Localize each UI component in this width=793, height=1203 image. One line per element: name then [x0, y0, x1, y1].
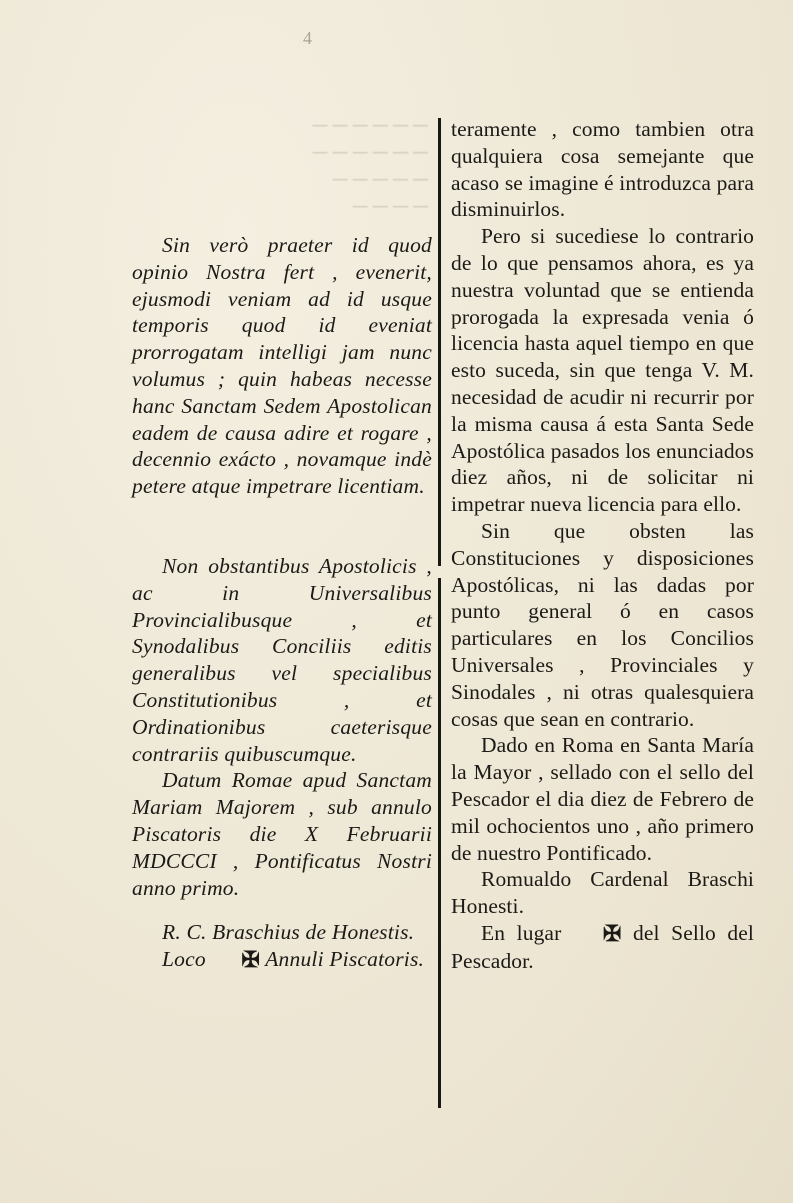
latin-paragraph-1: Sin verò praeter id quod opinio Nostra fert , evenerit, ejusmodi veniam ad id usque temporis quod id eveniat prorrogatam intelligi jam nunc volumus ; quin habeas necesse hanc Sanctam Sedem Apostolican eadem de causa adire et rogare , decennio exácto , novamque indè petere atque impetrare licentiam. — [132, 233, 432, 499]
page-number: 4 — [303, 28, 312, 48]
column-divider — [438, 578, 441, 1108]
spanish-signature: Romualdo Cardenal Braschi Honesti. — [451, 867, 754, 919]
column-divider — [438, 118, 441, 566]
seal-cross-icon: ✠ — [602, 920, 622, 946]
spanish-seal-line: En lugar ✠ del Sello del Pescador. — [451, 920, 754, 973]
latin-seal-line: Loco ✠ Annuli Piscatoris. — [162, 947, 425, 973]
bleed-through-text: ─ ─ ─ ─ ─ ─ ─ ─ ─ ─ ─ ─ ─ ─ ─ ─ ─ ─ ─ ─ ─ — [312, 113, 428, 218]
spanish-lead-in: teramente , como tambien otra qualquiera cosa semejante que acaso se imagine é introduzca para disminuirlos. — [451, 117, 754, 222]
latin-signature: R. C. Braschius de Honestis. — [162, 920, 415, 945]
spanish-paragraph-3: Dado en Roma en Santa María la Mayor , sellado con el sello del Pescador el dia diez de Febrero de mil ochocientos uno , año primero de nuestro Pontificado. — [451, 733, 754, 865]
left-column-latin — [132, 232, 432, 974]
seal-cross-icon: ✠ — [241, 947, 261, 973]
latin-paragraph-2: Non obstantibus Apostolicis , ac in Universalibus Provincialibusque , et Synodalibus Conciliis editis generalibus vel specialibus Constitutionibus , et Ordinationibus caeterisque contrariis quibuscumque. — [132, 553, 432, 766]
spanish-paragraph-1: Pero si sucediese lo contrario de lo que pensamos ahora, es ya nuestra voluntad que se entienda prorogada la expresada venia ó licencia hasta aquel tiempo en que esto suceda, sin que tenga V. M. necesidad de acudir ni recurrir por la misma causa á esta Santa Sede Apostólica pasados los enunciados diez años, ni de solicitar ni impetrar nueva licencia para ello. — [451, 224, 754, 517]
right-column-spanish — [451, 116, 754, 975]
spanish-paragraph-2: Sin que obsten las Constituciones y disposiciones Apostólicas, ni las dadas por punto general ó en casos particulares en los Concilios Universales , Provinciales y Sinodales , ni otras qualesquiera cosas que sean en contrario. — [451, 518, 754, 731]
latin-paragraph-3: Datum Romae apud Sanctam Mariam Majorem , sub annulo Piscatoris die X Februarii MDCCCI , Pontificatus Nostri anno primo. — [132, 768, 432, 900]
